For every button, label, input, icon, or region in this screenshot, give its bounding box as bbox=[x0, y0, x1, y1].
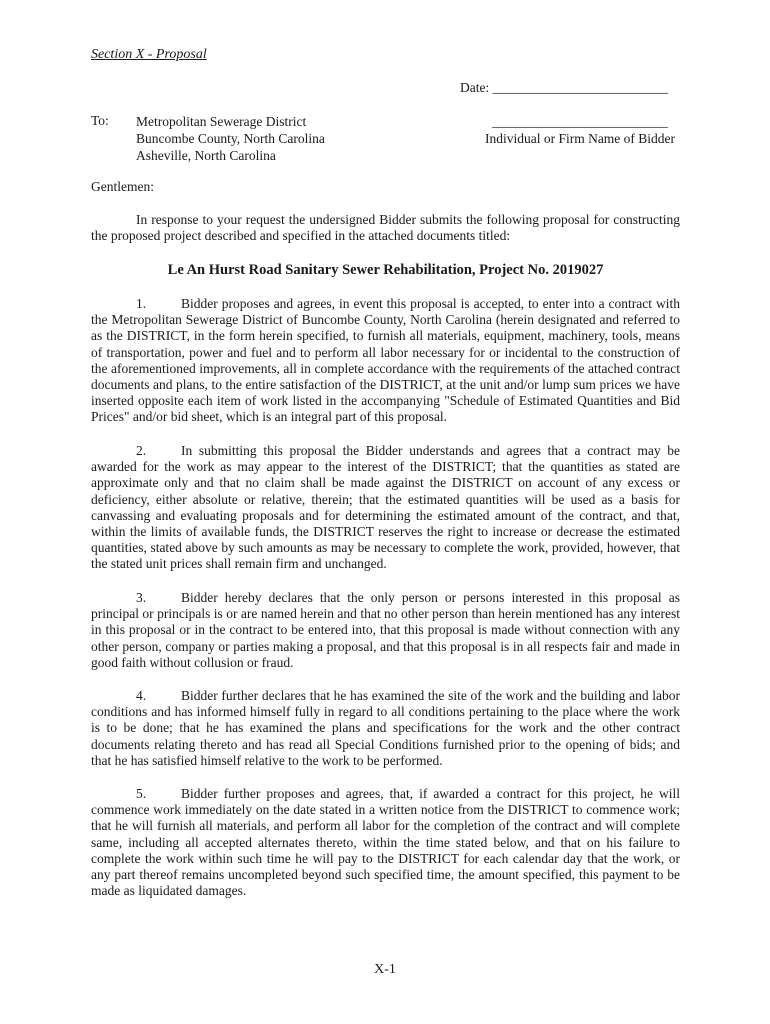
paragraph-number: 2. bbox=[136, 443, 147, 458]
paragraph-number: 3. bbox=[136, 590, 147, 605]
paragraph-text: Bidder further declares that he has examined the site of the work and the building and labor conditions and has informed himself fully in regard to all conditions pertaining to the place where the work is to be done; that he has examined the plans and specifications for the work and the other contract documents relating thereto and has read all Special Conditions furnished prior to the opening of bids; and that he has satisfied himself relative to the work to be performed. bbox=[91, 688, 680, 768]
paragraph-text: Bidder further proposes and agrees, that, if awarded a contract for this project, he will commence work immediately on the date stated in a written notice from the DISTRICT to commence work; that he will furnish all materials, and perform all labor for the completion of the contract and will complete same, including all accepted alternates thereto, within the time stated below, and that on his failure to complete the work within such time he will pay to the DISTRICT for each calendar day that the work, or any part thereof remains uncompleted beyond such specified time, the amount specified, this payment to be made as liquidated damages. bbox=[91, 786, 680, 899]
bidder-blank-line: __________________________ bbox=[492, 114, 668, 129]
paragraph-2 bbox=[91, 443, 680, 573]
page-number: X-1 bbox=[374, 962, 396, 977]
paragraph-1 bbox=[91, 296, 680, 426]
paragraph-4 bbox=[91, 688, 680, 769]
paragraph-number: 4. bbox=[136, 688, 147, 703]
paragraph-5 bbox=[91, 786, 680, 899]
paragraph-text: In submitting this proposal the Bidder understands and agrees that a contract may be awarded for the work as may appear to the interest of the DISTRICT; that the quantities as stated are approximate only and that no claim shall be made against the DISTRICT on account of any excess or deficiency, either absolute or relative, therein; that the estimated quantities will be used as a basis for canvassing and evaluating proposals and for determining the estimated amount of the contract, and that, within the limits of available funds, the DISTRICT reserves the right to increase or decrease the estimated quantities, stated above by such amounts as may be necessary to complete the work, provided, however, that the stated unit prices shall remain firm and unchanged. bbox=[91, 443, 680, 572]
bidder-name-block bbox=[480, 113, 680, 147]
recipient-address bbox=[136, 113, 325, 164]
address-line-1: Metropolitan Sewerage District bbox=[136, 114, 307, 129]
paragraph-number: 5. bbox=[136, 786, 147, 801]
paragraph-number: 1. bbox=[136, 296, 147, 311]
section-title: Section X - Proposal bbox=[91, 47, 207, 62]
address-line-3: Asheville, North Carolina bbox=[136, 148, 276, 163]
paragraph-text: Bidder proposes and agrees, in event this proposal is accepted, to enter into a contract with the Metropolitan Sewerage District of Buncombe County, North Carolina (herein designated and referred to as the DISTRICT, in the form herein specified, to furnish all materials, equipment, machinery, tools, means of transportation, power and fuel and to perform all labor necessary for or incidental to the construction of the aforementioned improvements, all in complete accordance with the requirements of the attached contract documents and plans, to the entire satisfaction of the DISTRICT, at the unit and/or lump sum prices we have inserted opposite each item of work listed in the accompanying "Schedule of Estimated Quantities and Bid Prices" and/or bid sheet, which is an integral part of this proposal. bbox=[91, 296, 680, 425]
address-line-2: Buncombe County, North Carolina bbox=[136, 131, 325, 146]
intro-paragraph: In response to your request the undersigned Bidder submits the following proposal for constructing the proposed project described and specified in the attached documents titled: bbox=[91, 212, 680, 244]
project-title: Le An Hurst Road Sanitary Sewer Rehabilitation, Project No. 2019027 bbox=[167, 262, 604, 278]
greeting: Gentlemen: bbox=[91, 179, 154, 194]
bidder-label: Individual or Firm Name of Bidder bbox=[484, 131, 676, 146]
to-label: To: bbox=[91, 113, 109, 128]
date-field: Date: __________________________ bbox=[460, 80, 669, 95]
paragraph-text: Bidder hereby declares that the only person or persons interested in this proposal as principal or principals is or are named herein and that no other person than herein mentioned has any interest in this proposal or in the contract to be entered into, that this proposal is made without connection with any other person, company or parties making a proposal, and that this proposal is in all respects fair and made in good faith without collusion or fraud. bbox=[91, 590, 680, 670]
paragraph-3 bbox=[91, 590, 680, 671]
